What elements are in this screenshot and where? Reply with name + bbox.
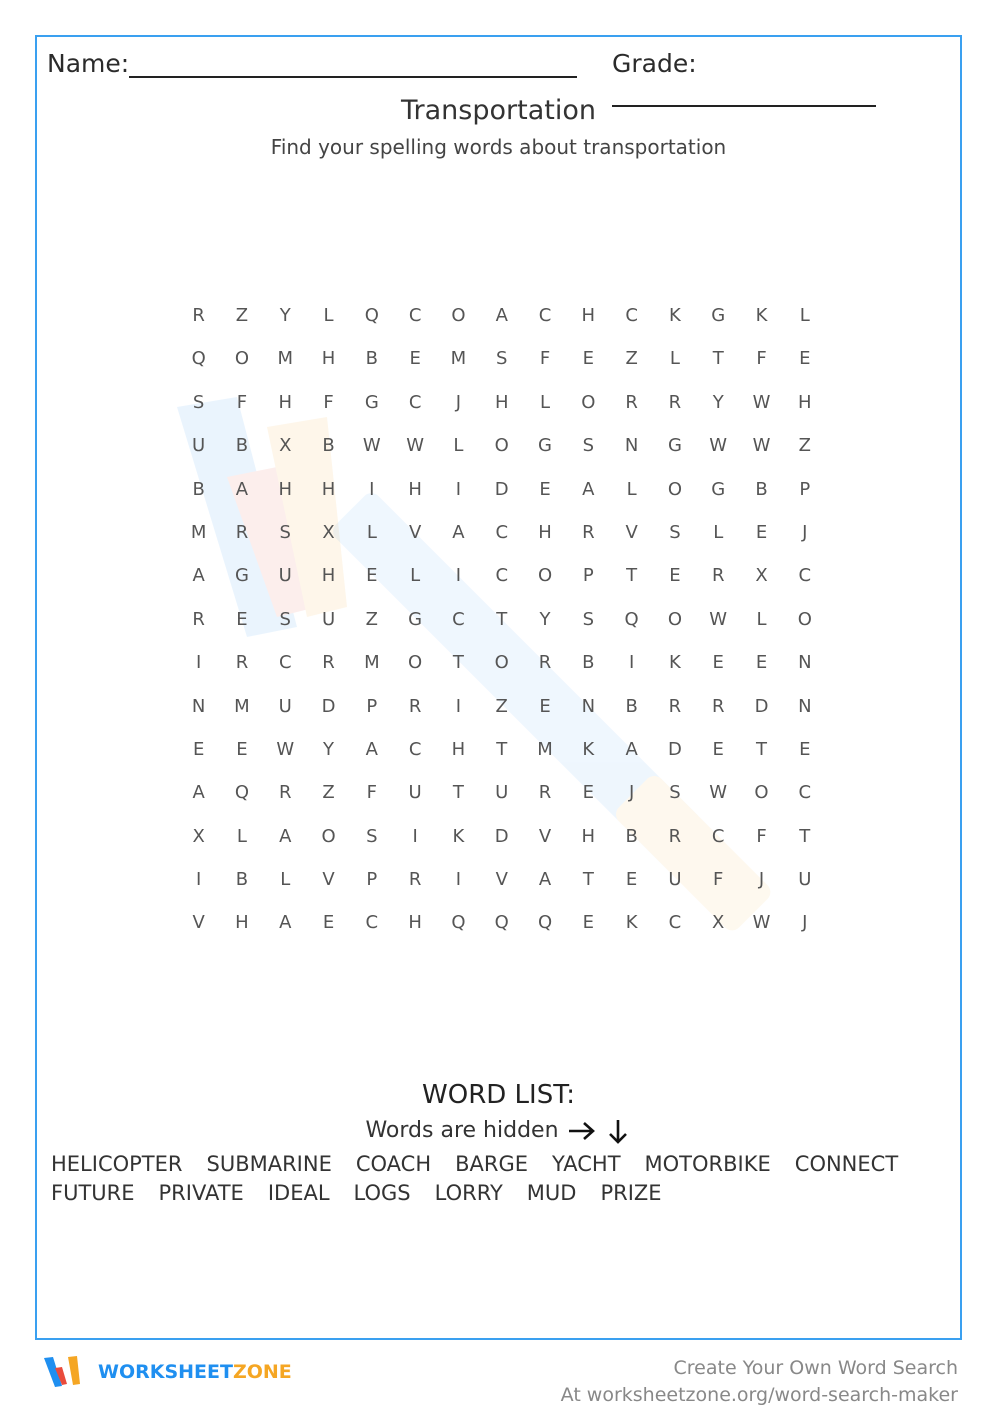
grid-letter[interactable]: B xyxy=(625,695,638,717)
grid-letter[interactable]: T xyxy=(496,608,508,630)
grid-letter[interactable]: J xyxy=(802,912,808,934)
grid-letter[interactable]: L xyxy=(540,391,551,413)
grid-letter[interactable]: H xyxy=(235,912,249,934)
grid-letter[interactable]: Z xyxy=(495,695,508,717)
grid-letter[interactable]: R xyxy=(235,652,249,674)
word-list-item: MOTORBIKE xyxy=(644,1152,771,1176)
grid-letter[interactable]: G xyxy=(711,305,726,326)
grid-letter[interactable]: C xyxy=(798,782,812,804)
grid-letter[interactable]: V xyxy=(192,912,205,934)
logo-icon xyxy=(42,1354,90,1390)
grid-letter[interactable]: E xyxy=(712,652,724,674)
word-list-item: YACHT xyxy=(552,1152,621,1176)
grid-letter[interactable]: K xyxy=(755,305,768,326)
grid-letter[interactable]: Q xyxy=(364,305,379,326)
grid-letter[interactable]: K xyxy=(669,305,681,326)
grid-letter[interactable]: S xyxy=(582,608,595,630)
footer-credit xyxy=(561,1355,958,1409)
grid-letter[interactable]: X xyxy=(712,912,725,934)
grid-letter[interactable]: O xyxy=(537,565,553,587)
word-list-title: WORD LIST: xyxy=(422,1080,575,1110)
grid-letter[interactable]: C xyxy=(408,391,422,413)
grid-letter[interactable]: E xyxy=(799,738,811,760)
grid-letter[interactable]: Z xyxy=(798,435,811,457)
grid-letter[interactable]: W xyxy=(709,435,728,457)
grid-letter[interactable]: E xyxy=(669,565,681,587)
logo-text: WORKSHEETZONE xyxy=(98,1361,292,1383)
grid-letter[interactable]: L xyxy=(669,348,680,370)
grid-letter[interactable]: C xyxy=(668,912,682,934)
grid-letter[interactable]: H xyxy=(321,348,336,370)
grid-letter[interactable]: U xyxy=(668,869,682,891)
grid-letter[interactable]: I xyxy=(455,565,462,587)
word-list-item: HELICOPTER xyxy=(51,1152,183,1176)
grid-letter[interactable]: H xyxy=(798,391,812,413)
grid-letter[interactable]: R xyxy=(278,782,292,804)
grid-letter[interactable]: A xyxy=(192,565,205,587)
grid-letter[interactable]: A xyxy=(235,478,249,500)
grid-letter[interactable]: H xyxy=(321,565,336,587)
grid-letter[interactable]: E xyxy=(582,782,594,804)
grid-letter[interactable]: Q xyxy=(451,912,466,934)
grid-letter[interactable]: L xyxy=(799,305,810,326)
name-underline[interactable] xyxy=(129,54,577,78)
grid-letter[interactable]: C xyxy=(711,825,725,847)
grid-letter[interactable]: E xyxy=(755,652,768,674)
grid-letter[interactable]: W xyxy=(709,782,728,804)
grid-letter[interactable]: L xyxy=(626,478,637,500)
grid-letter[interactable]: A xyxy=(192,782,205,804)
grid-letter[interactable]: I xyxy=(628,652,635,674)
grid-letter[interactable]: S xyxy=(582,435,595,457)
grid-letter[interactable]: U xyxy=(495,782,509,804)
grid-row xyxy=(177,606,826,649)
grid-letter[interactable]: N xyxy=(798,652,812,674)
grid-letter[interactable]: I xyxy=(195,869,202,891)
grid-letter[interactable]: A xyxy=(495,305,508,326)
grid-letter[interactable]: U xyxy=(408,782,422,804)
grid-row xyxy=(177,693,826,736)
grid-letter[interactable]: V xyxy=(625,521,638,543)
grid-letter[interactable]: L xyxy=(713,521,724,543)
name-field[interactable] xyxy=(47,49,577,78)
grid-letter[interactable]: I xyxy=(455,478,462,500)
grid-letter[interactable]: H xyxy=(408,912,422,934)
grid-row xyxy=(177,345,826,388)
worksheet-frame xyxy=(35,35,962,1340)
grid-letter[interactable]: Y xyxy=(712,391,724,413)
grid-letter[interactable]: G xyxy=(667,435,682,457)
word-list xyxy=(51,1152,941,1210)
grid-letter[interactable]: S xyxy=(279,608,291,630)
grid-letter[interactable]: G xyxy=(364,391,379,413)
word-list-item: CONNECT xyxy=(794,1152,899,1176)
grid-letter[interactable]: T xyxy=(756,738,767,760)
grid-letter[interactable]: A xyxy=(625,738,638,760)
grid-letter[interactable]: A xyxy=(538,869,552,891)
word-list-item: LORRY xyxy=(434,1181,503,1205)
grid-letter[interactable]: P xyxy=(366,869,378,891)
grid-letter[interactable]: S xyxy=(496,348,508,370)
grid-letter[interactable]: N xyxy=(798,695,812,717)
grid-row xyxy=(177,562,826,605)
name-label: Name: xyxy=(47,49,130,78)
grid-letter[interactable]: R xyxy=(582,521,595,543)
grid-letter[interactable]: W xyxy=(709,608,728,630)
grid-letter[interactable]: E xyxy=(322,912,335,934)
grid-letter[interactable]: Q xyxy=(624,608,639,630)
grid-letter[interactable]: F xyxy=(366,782,378,804)
grid-letter[interactable]: R xyxy=(322,652,335,674)
grid-letter[interactable]: E xyxy=(409,348,421,370)
grid-letter[interactable]: E xyxy=(366,565,378,587)
grid-letter[interactable]: F xyxy=(756,348,767,370)
grid-letter[interactable]: D xyxy=(494,825,509,847)
grid-letter[interactable]: S xyxy=(669,521,681,543)
grid-letter[interactable]: M xyxy=(234,695,250,717)
word-list-item: COACH xyxy=(355,1152,432,1176)
grid-letter[interactable]: H xyxy=(408,478,422,500)
grid-letter[interactable]: S xyxy=(279,521,291,543)
grid-letter[interactable]: O xyxy=(321,825,336,847)
grid-letter[interactable]: H xyxy=(278,391,293,413)
word-list-item: FUTURE xyxy=(51,1181,135,1205)
grid-row xyxy=(177,432,826,475)
word-list-item: SUBMARINE xyxy=(206,1152,332,1176)
grid-letter[interactable]: A xyxy=(365,738,378,760)
grid-letter[interactable]: V xyxy=(495,869,508,891)
grid-letter[interactable]: M xyxy=(277,348,293,370)
grid-letter[interactable]: H xyxy=(278,478,293,500)
grid-letter[interactable]: R xyxy=(408,695,422,717)
grid-letter[interactable]: E xyxy=(582,912,594,934)
grid-letter[interactable]: E xyxy=(539,695,551,717)
grid-letter[interactable]: N xyxy=(191,695,206,717)
grid-letter[interactable]: F xyxy=(323,391,334,413)
grade-label: Grade: xyxy=(612,49,697,78)
grid-letter[interactable]: C xyxy=(365,912,379,934)
grid-letter[interactable]: C xyxy=(278,652,292,674)
grid-letter[interactable]: T xyxy=(496,738,508,760)
grid-letter[interactable]: C xyxy=(408,738,422,760)
grid-letter[interactable]: L xyxy=(280,869,291,891)
grid-letter[interactable]: H xyxy=(581,305,596,326)
grid-letter[interactable]: K xyxy=(452,825,465,847)
grid-letter[interactable]: U xyxy=(278,565,292,587)
word-list-item: MUD xyxy=(526,1181,577,1205)
word-list-row xyxy=(51,1181,941,1205)
grid-letter[interactable]: V xyxy=(538,825,552,847)
grid-letter[interactable]: R xyxy=(668,391,682,413)
word-list-item: PRIZE xyxy=(600,1181,662,1205)
grid-letter[interactable]: R xyxy=(235,521,249,543)
grid-letter[interactable]: V xyxy=(408,521,422,543)
grid-letter[interactable]: M xyxy=(450,348,467,370)
grid-letter[interactable]: O xyxy=(667,608,682,630)
grid-letter[interactable]: R xyxy=(711,565,725,587)
grid-letter[interactable]: M xyxy=(364,652,380,674)
grid-letter[interactable]: O xyxy=(408,652,423,674)
grid-letter[interactable]: L xyxy=(323,305,334,326)
grid-letter[interactable]: I xyxy=(412,825,418,847)
grid-letter[interactable]: L xyxy=(236,825,247,847)
grid-letter[interactable]: T xyxy=(799,825,811,847)
word-list-item: BARGE xyxy=(455,1152,529,1176)
grid-letter[interactable]: L xyxy=(756,608,767,630)
grid-letter[interactable]: W xyxy=(752,435,771,457)
grid-letter[interactable]: F xyxy=(713,869,724,891)
grid-letter[interactable]: R xyxy=(192,305,205,326)
grid-letter[interactable]: V xyxy=(322,869,335,891)
grid-letter[interactable]: P xyxy=(582,565,594,587)
grid-letter[interactable]: C xyxy=(625,305,638,326)
grid-letter[interactable]: A xyxy=(279,825,292,847)
grid-letter[interactable]: J xyxy=(628,782,635,804)
grid-letter[interactable]: W xyxy=(406,435,425,457)
grid-letter[interactable]: O xyxy=(581,391,596,413)
grid-letter[interactable]: H xyxy=(581,825,596,847)
grid-letter[interactable]: B xyxy=(582,652,595,674)
grid-row xyxy=(177,866,826,909)
grid-letter[interactable]: J xyxy=(455,391,462,413)
grid-letter[interactable]: O xyxy=(234,348,250,370)
grid-letter[interactable]: A xyxy=(452,521,465,543)
grid-letter[interactable]: R xyxy=(192,608,205,630)
grid-letter[interactable]: R xyxy=(668,695,682,717)
grid-letter[interactable]: P xyxy=(799,478,811,500)
grid-letter[interactable]: T xyxy=(582,869,594,891)
grid-letter[interactable]: Q xyxy=(494,912,509,934)
grid-letter[interactable]: K xyxy=(669,652,681,674)
grid-letter[interactable]: Y xyxy=(323,738,335,760)
grid-row xyxy=(177,823,826,866)
grid-letter[interactable]: D xyxy=(754,695,769,717)
word-list-note-text: Words are hidden xyxy=(365,1118,559,1143)
grid-letter[interactable]: B xyxy=(192,478,205,500)
grid-letter[interactable]: Z xyxy=(322,782,335,804)
grid-letter[interactable]: R xyxy=(711,695,725,717)
grid-letter[interactable]: P xyxy=(366,695,378,717)
grid-letter[interactable]: D xyxy=(667,738,682,760)
grid-letter[interactable]: C xyxy=(408,305,422,326)
grid-letter[interactable]: I xyxy=(455,869,462,891)
grid-letter[interactable]: B xyxy=(235,435,249,457)
grid-letter[interactable]: U xyxy=(192,435,206,457)
grid-letter[interactable]: I xyxy=(195,652,202,674)
grid-letter[interactable]: H xyxy=(321,478,336,500)
grid-letter[interactable]: S xyxy=(366,825,378,847)
grid-letter[interactable]: M xyxy=(537,738,553,760)
grid-letter[interactable]: X xyxy=(755,565,768,587)
grid-letter[interactable]: M xyxy=(190,521,207,543)
grid-letter[interactable]: F xyxy=(539,348,551,370)
grid-letter[interactable]: E xyxy=(712,738,724,760)
grid-letter[interactable]: O xyxy=(667,478,682,500)
grid-letter[interactable]: S xyxy=(669,782,681,804)
grid-letter[interactable]: Y xyxy=(279,305,291,326)
grid-letter[interactable]: A xyxy=(582,478,595,500)
grid-letter[interactable]: R xyxy=(538,782,552,804)
grid-letter[interactable]: B xyxy=(625,825,638,847)
grid-letter[interactable]: W xyxy=(362,435,381,457)
grid-letter[interactable]: I xyxy=(455,695,462,717)
grid-letter[interactable]: E xyxy=(539,478,551,500)
grid-letter[interactable]: Q xyxy=(234,782,250,804)
grid-letter[interactable]: Q xyxy=(191,348,206,370)
word-list-item: LOGS xyxy=(353,1181,411,1205)
grid-row xyxy=(177,779,826,822)
grid-letter[interactable]: O xyxy=(754,782,769,804)
grid-letter[interactable]: D xyxy=(494,478,509,500)
grid-letter[interactable]: S xyxy=(192,391,205,413)
grid-letter[interactable]: U xyxy=(798,869,812,891)
grid-letter[interactable]: G xyxy=(234,565,249,587)
grid-letter[interactable]: L xyxy=(366,521,377,543)
grid-letter[interactable]: T xyxy=(712,348,724,370)
word-list-item: IDEAL xyxy=(267,1181,330,1205)
grid-letter[interactable]: F xyxy=(756,825,767,847)
grid-row xyxy=(177,909,826,952)
grid-letter[interactable]: O xyxy=(797,608,812,630)
grid-letter[interactable]: Q xyxy=(537,912,553,934)
grid-row xyxy=(177,519,826,562)
grid-letter[interactable]: O xyxy=(451,305,466,326)
grid-letter[interactable]: E xyxy=(236,608,248,630)
grid-letter[interactable]: E xyxy=(755,521,768,543)
word-list-note xyxy=(37,1118,960,1144)
grid-letter[interactable]: B xyxy=(365,348,379,370)
grid-letter[interactable]: Z xyxy=(625,348,638,370)
grid-letter[interactable]: R xyxy=(408,869,422,891)
grid-letter[interactable]: J xyxy=(758,869,765,891)
grid-letter[interactable]: G xyxy=(538,435,552,457)
grid-letter[interactable]: W xyxy=(276,738,295,760)
grid-letter[interactable]: O xyxy=(494,652,509,674)
grid-letter[interactable]: W xyxy=(752,391,771,413)
grid-letter[interactable]: B xyxy=(322,435,335,457)
grid-letter[interactable]: C xyxy=(452,608,465,630)
grid-letter[interactable]: G xyxy=(711,478,726,500)
grid-letter[interactable]: R xyxy=(538,652,552,674)
grid-letter[interactable]: B xyxy=(755,478,768,500)
grid-letter[interactable]: T xyxy=(452,782,464,804)
grid-letter[interactable]: X xyxy=(279,435,292,457)
grid-letter[interactable]: E xyxy=(625,869,638,891)
grid-letter[interactable]: I xyxy=(369,478,375,500)
grid-letter[interactable]: Y xyxy=(539,608,551,630)
footer-line-1: Create Your Own Word Search xyxy=(673,1357,958,1379)
grid-row xyxy=(177,476,826,519)
grid-letter[interactable]: K xyxy=(582,738,595,760)
grid-letter[interactable]: D xyxy=(321,695,336,717)
grid-letter[interactable]: X xyxy=(192,825,205,847)
direction-arrows-icon xyxy=(566,1118,632,1144)
grid-letter[interactable]: U xyxy=(278,695,292,717)
grid-letter[interactable]: B xyxy=(235,869,249,891)
grid-row xyxy=(177,302,826,345)
word-list-item: PRIVATE xyxy=(158,1181,244,1205)
grid-letter[interactable]: C xyxy=(495,521,509,543)
grid-letter[interactable]: L xyxy=(410,565,421,587)
word-search-grid xyxy=(177,302,826,953)
page-subtitle: Find your spelling words about transportation xyxy=(270,135,727,159)
grid-letter[interactable]: U xyxy=(321,608,336,630)
grid-letter[interactable]: T xyxy=(452,652,464,674)
grid-letter[interactable]: H xyxy=(494,391,509,413)
grid-letter[interactable]: L xyxy=(453,435,464,457)
grid-letter[interactable]: C xyxy=(798,565,812,587)
grid-letter[interactable]: E xyxy=(192,738,205,760)
grid-letter[interactable]: H xyxy=(451,738,466,760)
grid-row xyxy=(177,736,826,779)
grid-row xyxy=(177,389,826,432)
grid-letter[interactable]: G xyxy=(408,608,423,630)
grid-letter[interactable]: K xyxy=(625,912,638,934)
page-title: Transportation xyxy=(401,95,596,126)
grid-letter[interactable]: E xyxy=(236,738,248,760)
grid-letter[interactable]: E xyxy=(582,348,594,370)
grid-letter[interactable]: R xyxy=(668,825,682,847)
grid-letter[interactable]: W xyxy=(752,912,771,934)
grid-letter[interactable]: Z xyxy=(235,305,249,326)
word-list-row xyxy=(51,1152,941,1176)
footer-line-2[interactable]: At worksheetzone.org/word-search-maker xyxy=(560,1384,958,1406)
grid-letter[interactable]: N xyxy=(624,435,639,457)
grid-letter[interactable]: N xyxy=(581,695,596,717)
worksheetzone-logo[interactable] xyxy=(42,1354,292,1390)
grid-letter[interactable]: C xyxy=(538,305,552,326)
grid-letter[interactable]: F xyxy=(236,391,248,413)
grid-letter[interactable]: H xyxy=(538,521,552,543)
grid-letter[interactable]: O xyxy=(494,435,509,457)
grid-letter[interactable]: X xyxy=(322,521,335,543)
grid-letter[interactable]: C xyxy=(495,565,509,587)
grid-letter[interactable]: A xyxy=(279,912,292,934)
grid-row xyxy=(177,649,826,692)
grid-letter[interactable]: J xyxy=(802,521,808,543)
grid-letter[interactable]: E xyxy=(799,348,811,370)
grid-letter[interactable]: R xyxy=(625,391,638,413)
grid-letter[interactable]: Z xyxy=(365,608,378,630)
grid-letter[interactable]: T xyxy=(626,565,638,587)
